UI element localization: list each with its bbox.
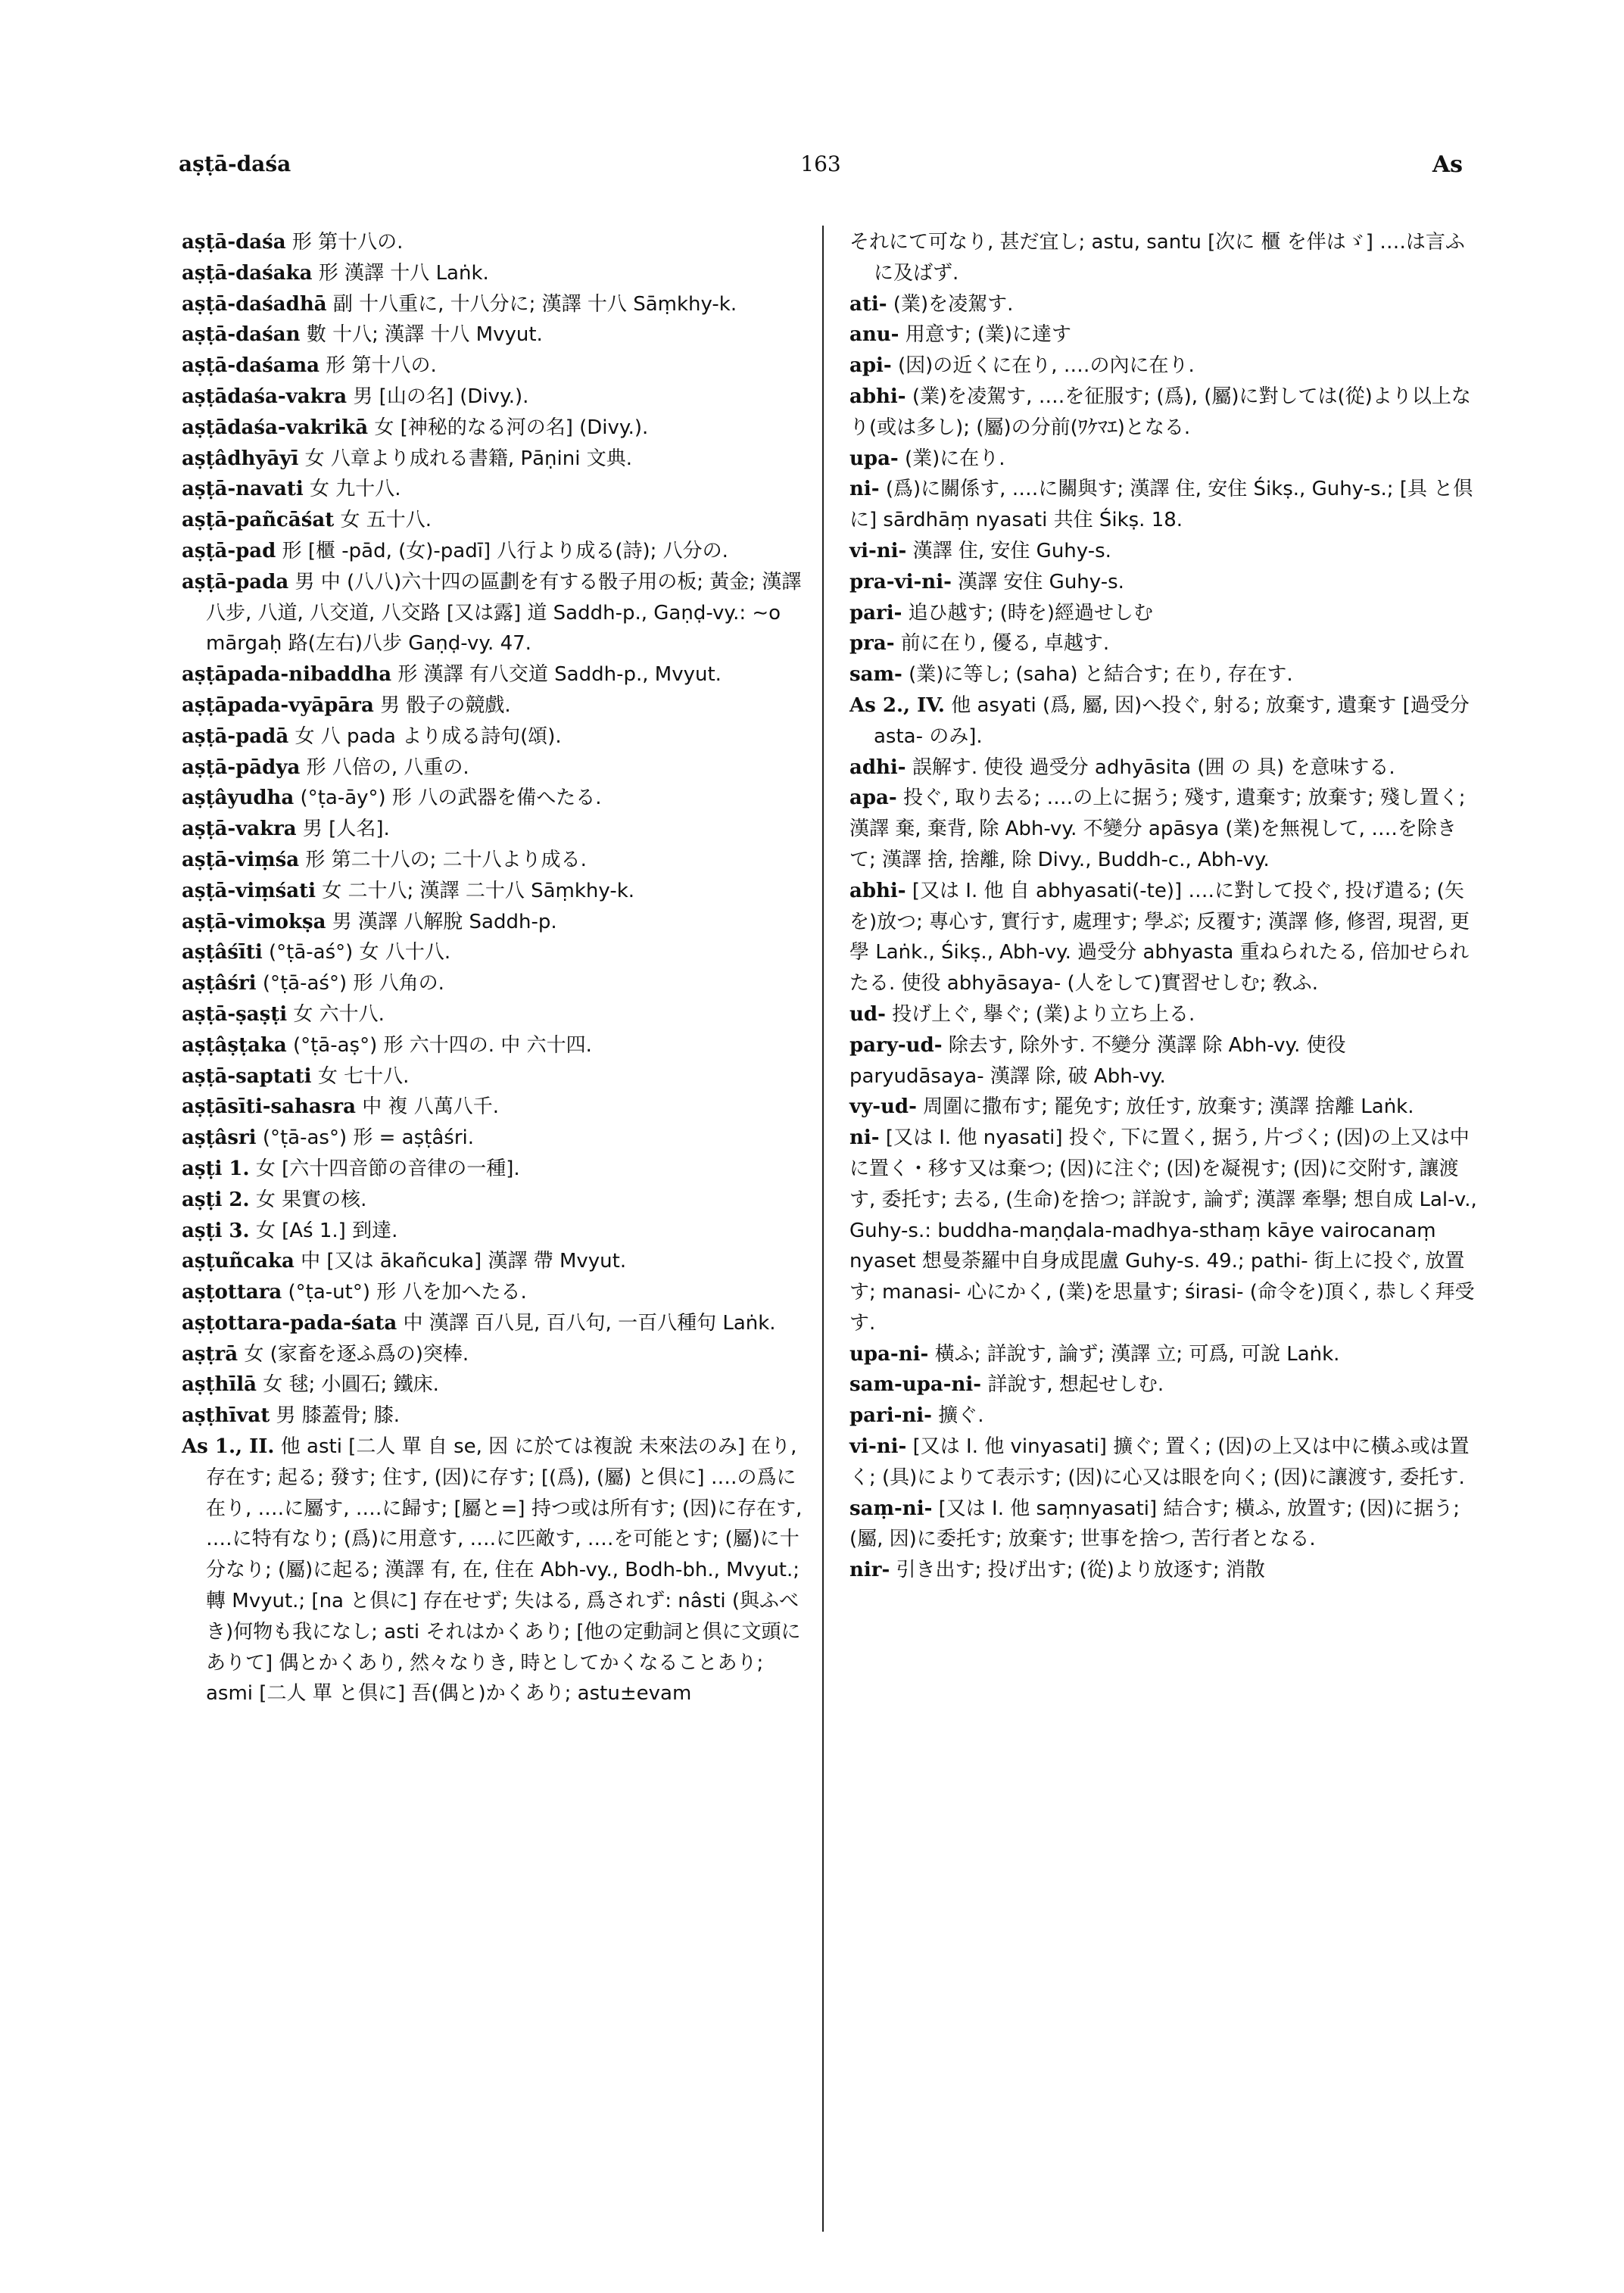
entry-headword: aṣṭā-pādya (182, 756, 301, 779)
entry-headword: aṣṭā-daśa (182, 231, 286, 254)
entry-headword: pari-ni- (849, 1404, 932, 1428)
dictionary-entry (182, 876, 810, 907)
entry-headword: aṣṭā-viṃśa (182, 848, 300, 871)
dictionary-entry (182, 1308, 810, 1339)
dictionary-entry (182, 319, 810, 350)
header-guide-word: aṣṭā-daśa (179, 151, 291, 176)
entry-definition: 女 二十八; 漢譯 二十八 Sāṃkhy-k. (322, 879, 635, 902)
dictionary-entry (849, 999, 1478, 1030)
entry-definition: 引き出す; 投げ出す; (從)より放逐す; 消散 (896, 1559, 1265, 1582)
entry-headword: aṣṭā-daśadhā (182, 292, 327, 316)
dictionary-entry (849, 598, 1478, 629)
entry-definition: (業)に在り. (905, 447, 1005, 470)
entry-headword: aṣṭuñcaka (182, 1250, 295, 1273)
column-divider (822, 226, 824, 2232)
entry-headword: aṣṭhīvat (182, 1404, 270, 1428)
entry-headword: aṣṭā-pada (182, 570, 289, 594)
entry-headword: aṣṭottara-pada-śata (182, 1311, 397, 1335)
entry-headword: pra- (849, 632, 895, 656)
entry-definition: 女 [神秘的なる河の名] (Divy.). (374, 416, 649, 439)
dictionary-entry (182, 1030, 810, 1061)
entry-headword: pari- (849, 601, 902, 625)
entry-definition: (°ṭā-as°) 形 = aṣṭâśri. (262, 1126, 475, 1150)
entry-definition: 女 五十八. (340, 509, 432, 532)
entry-headword: aṣṭā-ṣaṣṭi (182, 1002, 288, 1026)
right-column (849, 227, 1478, 1586)
entry-headword: aṣṭā-vakra (182, 818, 297, 841)
entry-definition: (因)の近くに在り, ‥‥の內に在り. (897, 354, 1195, 378)
entry-definition: 男 中 (八八)六十四の區劃を有する骰子用の板; 黃金; 漢譯 八步, 八道, 八交道, 八交路 [又は露] 道 Saddh-p., Gaṇḍ-vy.: ∼o mārgaḥ 路(左右)八步 Gaṇḍ-vy. 47. (206, 570, 802, 656)
entry-headword: As 1., II. (182, 1435, 275, 1459)
entry-definition: 形 漢譯 有八交道 Saddh-p., Mvyut. (397, 663, 722, 687)
page-header (179, 151, 1463, 189)
dictionary-entry (182, 783, 810, 814)
entry-definition: 形 第十八の. (326, 354, 437, 378)
entry-headword: aṣṭā-viṃśati (182, 879, 316, 902)
entry-headword: aṣṭhīlā (182, 1373, 257, 1397)
dictionary-entry (182, 907, 810, 938)
dictionary-entry (182, 567, 810, 659)
entry-definition: (業)を凌駕す, ‥‥を征服す; (爲), (屬)に對しては(從)より以上なり(或は多し); (屬)の分前(ﾜｹﾏｴ)となる. (849, 385, 1471, 439)
entry-headword: aṣṭā-navati (182, 478, 304, 501)
entry-definition: (°ṭā-aṣ°) 形 六十四の. 中 六十四. (292, 1033, 592, 1057)
dictionary-entry (849, 659, 1478, 690)
dictionary-entry (182, 1123, 810, 1154)
dictionary-entry (182, 505, 810, 536)
dictionary-entry (849, 752, 1478, 784)
entry-definition: 他 asti [二人 單 自 se, 因 に於ては複說 未來法のみ] 在り, 存在す; 起る; 發す; 住す, (因)に存す; [(爲), (屬) と倶に] ‥‥の爲に在り, ‥‥に屬す, ‥‥に歸す; [屬と=] 持つ或は所有す; (因)に存在す, ‥‥に特有なり; (爲)に用意す, ‥‥に匹敵す, ‥‥を可能とす; (屬)に十分なり; (屬)に起る; 漢譯 有, 在, 住在 Abh-vy., Bodh-bh., Mvyut.; 轉 Mvyut.; [na と倶に] 存在せず; 失はる, 爲されず: nâsti (與ふべき)何物も我になし; asti それはかくあり; [他の定動詞と倶に文頭にありて] 偶とかくあり, 然々なりき, 時としてかくなることあり; asmi [二人 單 と倶に] 吾(偶と)かくあり; astu±evam (206, 1435, 803, 1706)
entry-headword: api- (849, 354, 892, 378)
dictionary-entry (182, 937, 810, 968)
dictionary-entry (182, 350, 810, 382)
dictionary-entry (849, 628, 1478, 659)
entry-definition: 周圍に撒布す; 罷免す; 放任す, 放棄す; 漢譯 捨離 Laṅk. (923, 1095, 1414, 1119)
entry-definition: 女 [Aś 1.] 到達. (255, 1219, 398, 1242)
entry-headword: saṃ-ni- (849, 1497, 933, 1520)
entry-headword: aṣṭi 1. (182, 1157, 250, 1180)
dictionary-entry (182, 1154, 810, 1185)
dictionary-entry (182, 721, 810, 752)
entry-definition: 女 七十八. (317, 1064, 410, 1088)
entry-definition: 他 asyati (爲, 屬, 因)へ投ぐ, 射る; 放棄す, 遺棄す [過受分 asta- のみ]. (874, 693, 1470, 748)
dictionary-entry (182, 413, 810, 444)
entry-definition: (業)に等し; (saha) と結合す; 在り, 存在す. (909, 663, 1293, 687)
dictionary-entry (182, 258, 810, 289)
entry-definition: [又は I. 他 自 abhyasati(-te)] ‥‥に對して投ぐ, 投げ遣る; (矢を)放つ; 專心す, 實行す, 處理す; 學ぶ; 反覆す; 漢譯 修, 修習, 現習, 更學 Laṅk., Śikṣ., Abh-vy. 過受分 abhyasta 重ねられたる, 倍加せられたる. 使役 abhyāsaya- (人をして)實習せしむ; 敎ふ. (849, 879, 1470, 995)
dictionary-entry (182, 1216, 810, 1247)
entry-headword: aṣṭâsri (182, 1126, 257, 1150)
entry-definition: 中 複 八萬八千. (362, 1095, 500, 1119)
entry-definition: 女 六十八. (293, 1002, 385, 1026)
entry-headword: aṣṭā-daśaka (182, 261, 313, 285)
entry-definition: 女 果實の核. (255, 1188, 367, 1211)
entry-headword: abhi- (849, 385, 906, 408)
entry-definition: 女 八章より成れる書籍, Pāṇini 文典. (304, 447, 632, 470)
entry-definition: 女 九十八. (310, 478, 401, 501)
dictionary-entry (182, 1432, 810, 1709)
dictionary-entry (182, 1277, 810, 1308)
entry-headword: anu- (849, 323, 899, 347)
entry-definition: 副 十八重に, 十八分に; 漢譯 十八 Sāṃkhy-k. (332, 292, 737, 316)
entry-definition: (°ṭa-āy°) 形 八の武器を備へたる. (300, 787, 602, 810)
entry-definition: 形 八倍の, 八重の. (306, 756, 469, 779)
entry-definition: 前に在り, 優る, 卓越す. (900, 632, 1110, 656)
entry-headword: adhi- (849, 756, 906, 779)
entry-headword: abhi- (849, 879, 906, 902)
dictionary-entry (182, 1185, 810, 1216)
dictionary-entry (182, 659, 810, 690)
entry-headword: aṣṭâśīti (182, 941, 263, 964)
entry-headword: aṣṭā-pañcāśat (182, 509, 335, 532)
entry-definition: 中 漢譯 百八見, 百八句, 一百八種句 Laṅk. (403, 1311, 776, 1335)
entry-headword: ni- (849, 478, 880, 501)
dictionary-entry (182, 382, 810, 413)
entry-definition: [又は I. 他 saṃnyasati] 結合す; 橫ふ, 放置す; (因)に据う; (屬, 因)に委托す; 放棄す; 世事を捨つ, 苦行者となる. (849, 1497, 1460, 1551)
entry-definition: 女 [六十四音節の音律の一種]. (255, 1157, 520, 1180)
entry-headword: aṣṭâṣṭaka (182, 1033, 287, 1057)
dictionary-entry (182, 1246, 810, 1277)
entry-definition: 漢譯 安住 Guhy-s. (958, 570, 1124, 594)
entry-headword: aṣṭi 3. (182, 1219, 250, 1242)
entry-definition: (業)を凌駕す. (893, 292, 1014, 316)
entry-definition: 漢譯 住, 安住 Guhy-s. (912, 539, 1111, 562)
entry-headword: vi-ni- (849, 539, 907, 562)
entry-definition: 男 [山の名] (Divy.). (353, 385, 529, 408)
dictionary-entry (849, 1123, 1478, 1339)
dictionary-entry (182, 474, 810, 505)
dictionary-entry (849, 1555, 1478, 1586)
entry-headword: aṣṭā-daśan (182, 323, 301, 347)
dictionary-entry (182, 1061, 810, 1092)
entry-headword: aṣṭā-padā (182, 724, 289, 748)
entry-headword: aṣṭottara (182, 1281, 282, 1304)
dictionary-entry (182, 536, 810, 567)
entry-definition: (°ṭa-ut°) 形 八を加へたる. (288, 1281, 527, 1304)
entry-definition: 投げ上ぐ, 擧ぐ; (業)より立ち上る. (892, 1002, 1195, 1026)
dictionary-entry (849, 382, 1478, 444)
entry-headword: aṣṭādaśa-vakra (182, 385, 348, 408)
dictionary-entry (849, 1494, 1478, 1556)
entry-definition: 橫ふ; 詳說す, 論ず; 漢譯 立; 可爲, 可說 Laṅk. (934, 1342, 1340, 1366)
entry-definition: 男 [人名]. (302, 818, 390, 841)
dictionary-entry (182, 999, 810, 1030)
entry-definition: 形 漢譯 十八 Laṅk. (318, 261, 489, 285)
dictionary-entry (182, 1369, 810, 1400)
dictionary-entry (182, 1092, 810, 1123)
entry-definition: 男 膝蓋骨; 膝. (276, 1404, 401, 1428)
entry-headword: aṣṭāpada-nibaddha (182, 663, 392, 687)
dictionary-entry (182, 814, 810, 845)
dictionary-entry (182, 444, 810, 475)
dictionary-entry (849, 1369, 1478, 1400)
dictionary-entry (182, 752, 810, 784)
dictionary-entry (849, 783, 1478, 875)
entry-headword: vy-ud- (849, 1095, 917, 1119)
entry-definition: 數 十八; 漢譯 十八 Mvyut. (306, 323, 543, 347)
dictionary-entry (182, 289, 810, 320)
dictionary-entry (182, 968, 810, 999)
entry-definition: 追ひ越す; (時を)經過せしむ (908, 601, 1153, 625)
entry-headword: apa- (849, 787, 897, 810)
entry-headword: aṣṭāsīti-sahasra (182, 1095, 356, 1119)
entry-definition: 女 八 pada より成る詩句(頌). (295, 724, 562, 748)
entry-headword: pra-vi-ni- (849, 570, 952, 594)
header-root-word: As (1432, 151, 1463, 178)
entry-definition: 詳說す, 想起せしむ. (987, 1373, 1164, 1397)
entry-headword: aṣṭâyudha (182, 787, 295, 810)
entry-definition: 形 [櫃 -pād, (女)-padī] 八行より成る(詩); 八分の. (282, 539, 728, 562)
entry-definition: 形 第十八の. (291, 231, 404, 254)
entry-definition: (°ṭā-aś°) 形 八角の. (262, 972, 444, 995)
entry-headword: aṣṭrā (182, 1342, 238, 1366)
entry-headword: aṣṭâśri (182, 972, 257, 995)
entry-definition: (°ṭā-aś°) 女 八十八. (269, 941, 451, 964)
entry-definition: 形 第二十八の; 二十八より成る. (305, 848, 587, 871)
dictionary-entry (849, 319, 1478, 350)
entry-headword: pary-ud- (849, 1033, 943, 1057)
page-number: 163 (800, 151, 841, 176)
dictionary-entry (182, 690, 810, 721)
dictionary-entry (849, 690, 1478, 752)
dictionary-entry (849, 289, 1478, 320)
entry-headword: aṣṭā-pad (182, 539, 276, 562)
entry-headword: sam-upa-ni- (849, 1373, 982, 1397)
entry-headword: aṣṭādaśa-vakrikā (182, 416, 369, 439)
dictionary-entry (849, 876, 1478, 999)
entry-headword: aṣṭā-daśama (182, 354, 320, 378)
entry-definition: 誤解す. 使役 過受分 adhyāsita (囲 の 具) を意味する. (912, 756, 1395, 779)
dictionary-entry (849, 474, 1478, 536)
entry-definition: 女 毬; 小圓石; 鐵床. (263, 1373, 439, 1397)
dictionary-entry (849, 1030, 1478, 1092)
entry-definition: 男 骰子の競戲. (380, 693, 511, 717)
entry-definition: [又は I. 他 nyasati] 投ぐ, 下に置く, 据う, 片づく; (因)の上又は中に置く・移す又は棄つ; (因)に注ぐ; (因)を凝視す; (因)に交附す, 讓渡す, 委托す; 去る, (生命)を捨つ; 詳說す, 論ず; 漢譯 牽擧; 想自成 Lal-v., Guhy-s.: buddha-maṇḍala-madhya-sthaṃ kāye vairocanaṃ nyaset 想曼荼羅中自身成毘盧 Guhy-s. 49.; pathi- 街上に投ぐ, 放置す; manasi- 心にかく, (業)を思量す; śirasi- (命令を)頂く, 恭しく拜受す. (849, 1126, 1477, 1335)
entry-definition: (爲)に關係す, ‥‥に關與す; 漢譯 住, 安住 Śikṣ., Guhy-s.; [具 と倶に] sārdhāṃ nyasati 共住 Śikṣ. 18. (849, 478, 1473, 532)
dictionary-entry (849, 1092, 1478, 1123)
entry-definition: 中 [又は ākañcuka] 漢譯 帶 Mvyut. (301, 1250, 627, 1273)
entry-headword: ati- (849, 292, 887, 316)
dictionary-entry (182, 227, 810, 258)
dictionary-entry (182, 1339, 810, 1370)
entry-headword: vi-ni- (849, 1435, 907, 1459)
entry-definition: 用意す; (業)に達す (905, 323, 1072, 347)
entry-headword: As 2., IV. (849, 693, 945, 717)
entry-headword: upa- (849, 447, 899, 470)
dictionary-entry (849, 227, 1478, 289)
entry-headword: aṣṭâdhyāyī (182, 447, 299, 470)
entry-headword: aṣṭā-saptati (182, 1064, 312, 1088)
entry-headword: aṣṭā-vimokṣa (182, 910, 326, 933)
dictionary-entry (849, 567, 1478, 598)
entry-headword: aṣṭi 2. (182, 1188, 250, 1211)
entry-headword: nir- (849, 1559, 890, 1582)
dictionary-entry (849, 536, 1478, 567)
entry-headword: ud- (849, 1002, 886, 1026)
dictionary-entry (849, 1339, 1478, 1370)
entry-definition: 女 (家畜を逐ふ爲の)突棒. (244, 1342, 469, 1366)
entry-definition: 投ぐ, 取り去る; ‥‥の上に据う; 殘す, 遺棄す; 放棄す; 殘し置く; 漢譯 棄, 棄背, 除 Abh-vy. 不變分 apāsya (業)を無視して, ‥‥を除きて; 漢譯 捨, 捨離, 除 Divy., Buddh-c., Abh-vy. (849, 787, 1466, 871)
entry-definition: [又は I. 他 vinyasati] 擴ぐ; 置く; (因)の上又は中に橫ふ或は置く; (具)によりて表示す; (因)に心又は眼を向く; (因)に讓渡す, 委托す. (849, 1435, 1470, 1489)
entry-headword: aṣṭāpada-vyāpāra (182, 693, 374, 717)
dictionary-entry (182, 1400, 810, 1432)
dictionary-entry (849, 350, 1478, 382)
dictionary-entry (182, 845, 810, 876)
entry-definition: 除去す, 除外す. 不變分 漢譯 除 Abh-vy. 使役 paryudāsaya- 漢譯 除, 破 Abh-vy. (849, 1033, 1346, 1088)
entry-definition: 男 漢譯 八解脫 Saddh-p. (332, 910, 557, 933)
entry-headword: sam- (849, 663, 902, 687)
dictionary-entry (849, 1400, 1478, 1432)
dictionary-entry (849, 1432, 1478, 1494)
entry-definition: それにて可なり, 甚だ宜し; astu, santu [次に 櫃 を伴はゞ] ‥‥は言ふに及ばず. (849, 231, 1465, 285)
left-column (182, 227, 810, 1709)
entry-headword: upa-ni- (849, 1342, 929, 1366)
entry-definition: 擴ぐ. (938, 1404, 984, 1428)
entry-headword: ni- (849, 1126, 880, 1150)
dictionary-entry (849, 444, 1478, 475)
